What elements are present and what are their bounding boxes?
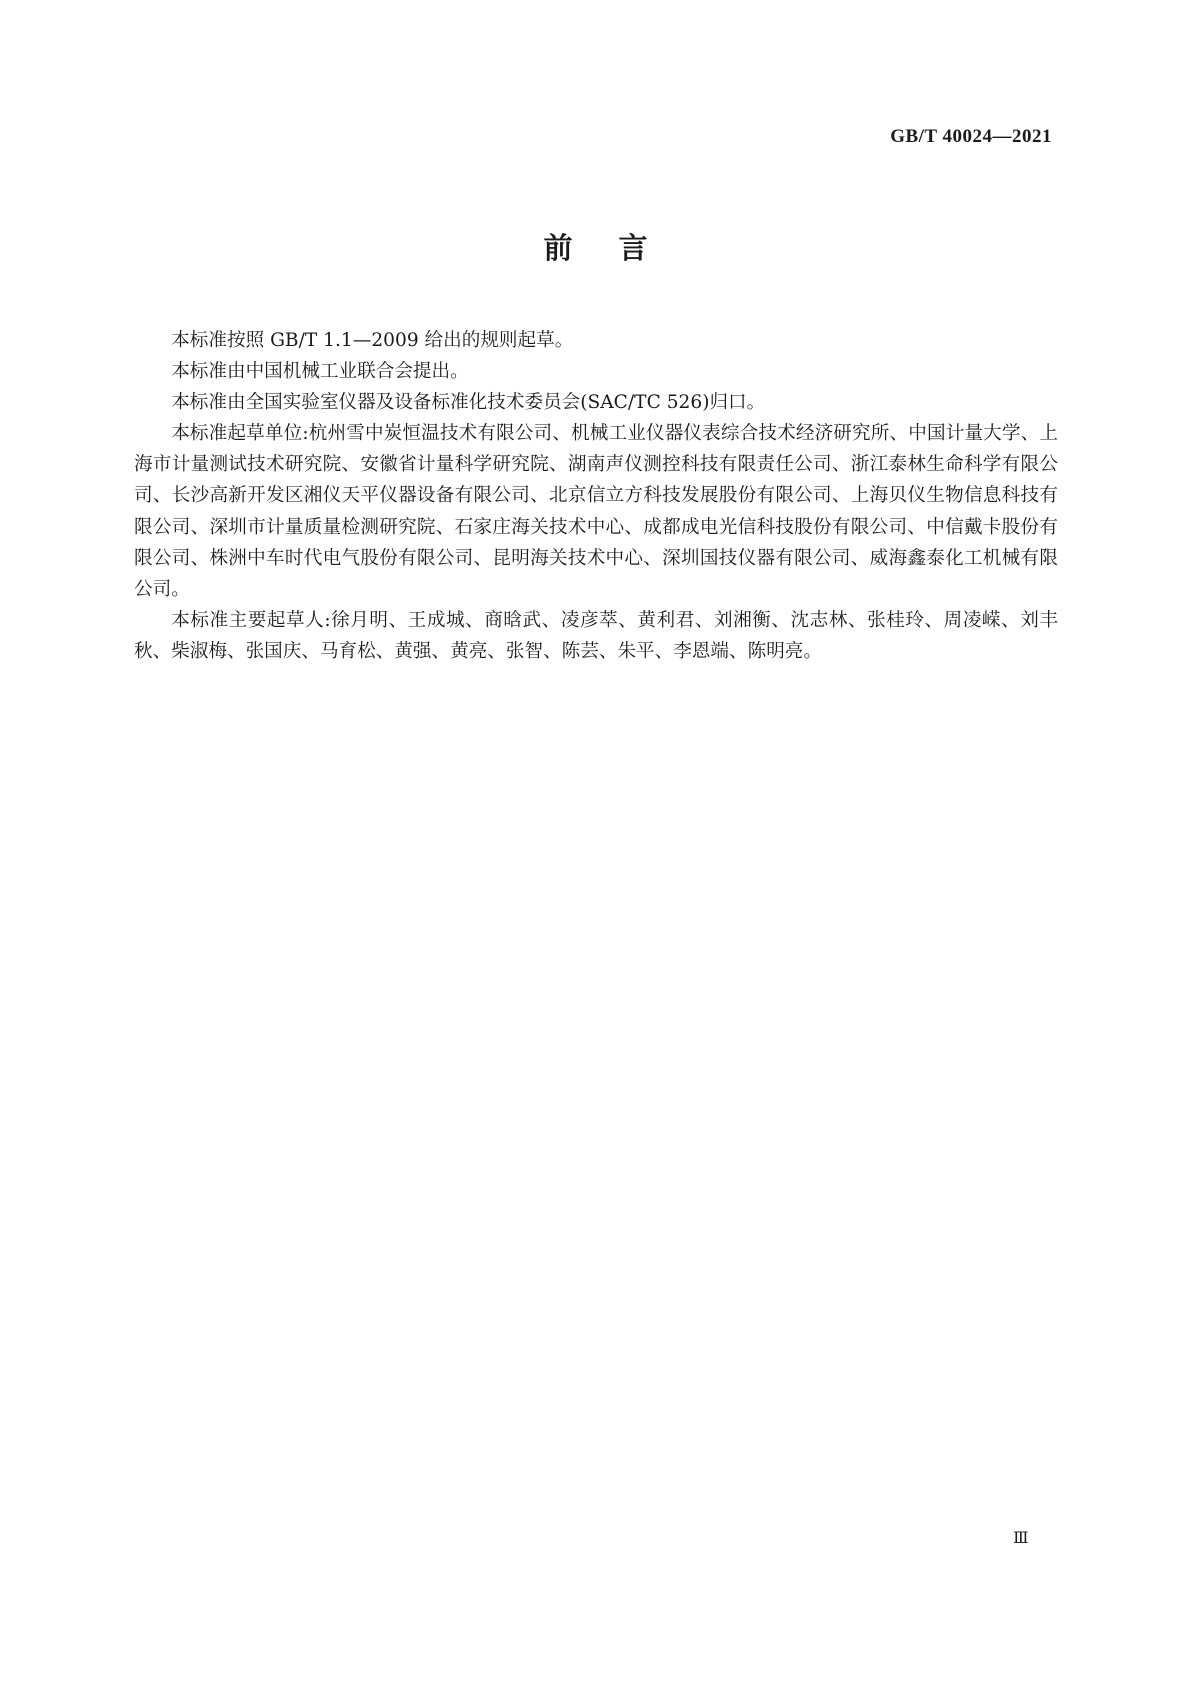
page-number: Ⅲ <box>1013 1530 1029 1547</box>
foreword-body <box>134 325 1058 667</box>
standard-number: GB/T 40024—2021 <box>890 126 1052 147</box>
paragraph-drafting-rules: 本标准按照 GB/T 1.1—2009 给出的规则起草。 <box>171 330 574 351</box>
paragraph-main-drafters: 本标准主要起草人:徐月明、王成城、商晗武、凌彦萃、黄利君、刘湘衡、沈志林、张桂玲、周凌嵘、刘丰秋、柴淑梅、张国庆、马育松、黄强、黄亮、张智、陈芸、朱平、李恩端、陈明亮。 <box>134 609 1058 662</box>
paragraph-drafting-units: 本标准起草单位:杭州雪中炭恒温技术有限公司、机械工业仪器仪表综合技术经济研究所、中国计量大学、上海市计量测试技术研究院、安徽省计量科学研究院、湖南声仪测控科技有限责任公司、浙江泰林生命科学有限公司、长沙高新开发区湘仪天平仪器设备有限公司、北京信立方科技发展股份有限公司、上海贝仪生物信息科技有限公司、深圳市计量质量检测研究院、石家庄海关技术中心、成都成电光信科技股份有限公司、中信戴卡股份有限公司、株洲中车时代电气股份有限公司、昆明海关技术中心、深圳国技仪器有限公司、威海鑫泰化工机械有限公司。 <box>134 423 1058 600</box>
page-title: 前言 <box>543 231 694 265</box>
paragraph-administered-by: 本标准由全国实验室仪器及设备标准化技术委员会(SAC/TC 526)归口。 <box>171 392 766 414</box>
paragraph-proposed-by: 本标准由中国机械工业联合会提出。 <box>171 361 469 383</box>
